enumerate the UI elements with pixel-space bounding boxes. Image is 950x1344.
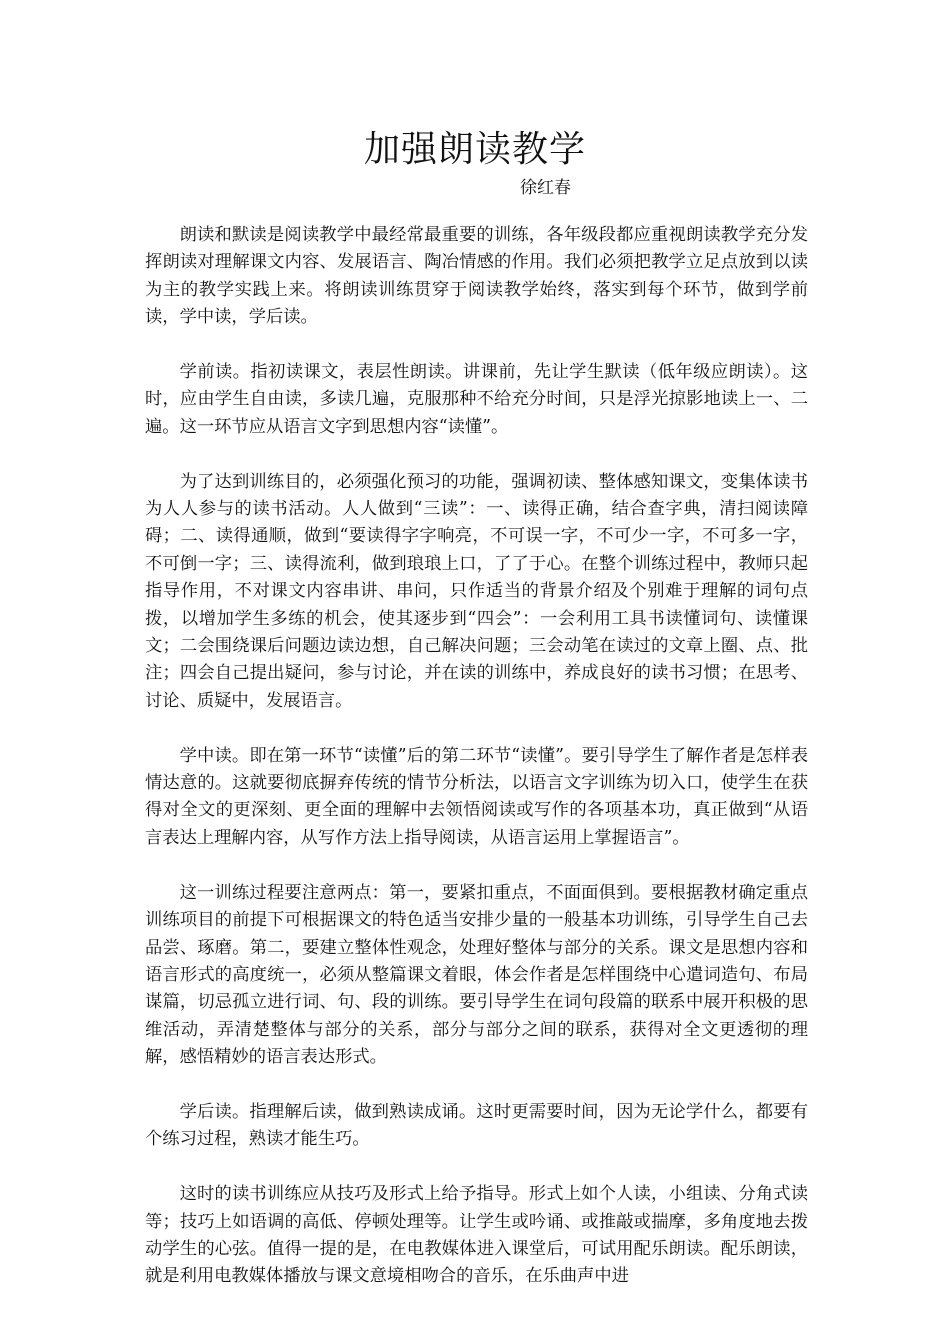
document-title: 加强朗读教学 <box>363 129 586 170</box>
paragraph-two-points: 这一训练过程要注意两点：第一，要紧扣重点，不面面俱到。要根据教材确定重点训练项目的前提下可根据课文的特色适当安排少量的一般基本功训练，引导学生自己去品尝、琢磨。第二，要建立整体性观念，处理好整体与部分的关系。课文是思想内容和语言形式的高度统一，必须从整篇课文着眼，体会作者是怎样围绕中心遣词造句、布局谋篇，切忌孤立进行词、句、段的训练。要引导学生在词句段篇的联系中展开积极的思维活动，弄清楚整体与部分的关系，部分与部分之间的联系，获得对全文更透彻的理解，感悟精妙的语言表达形式。 <box>145 882 808 1068</box>
paragraph-pre-reading: 学前读。指初读课文，表层性朗读。讲课前，先让学生默读（低年级应朗读）。这时，应由学生自由读，多读几遍，克服那种不给充分时间，只是浮光掠影地读上一、二遍。这一环节应从语言文字到思想内容“读懂”。 <box>145 362 808 437</box>
paragraph-reading-techniques: 这时的读书训练应从技巧及形式上给予指导。形式上如个人读，小组读、分角式读等；技巧上如语调的高低、停顿处理等。让学生或吟诵、或推敲或揣摩，多角度地去拨动学生的心弦。值得一提的是，在电教媒体进入课堂后，可试用配乐朗读。配乐朗读，就是利用电教媒体播放与课文意境相吻合的音乐，在乐曲声中进 <box>145 1184 808 1287</box>
paragraph-intro: 朗读和默读是阅读教学中最经常最重要的训练，各年级段都应重视朗读教学充分发挥朗读对理解课文内容、发展语言、陶冶情感的作用。我们必须把教学立足点放到以读为主的教学实践上来。将朗读训练贯穿于阅读教学始终，落实到每个环节，做到学前读，学中读，学后读。 <box>145 225 808 328</box>
document-author: 徐红春 <box>520 178 571 198</box>
paragraph-training-goals: 为了达到训练目的，必须强化预习的功能，强调初读、整体感知课文，变集体读书为人人参与的读书活动。人人做到“三读”：一、读得正确，结合查字典，清扫阅读障碍；二、读得通顺，做到“要读得字字响亮，不可误一字，不可少一字，不可多一字，不可倒一字；三、读得流利，做到琅琅上口，了了于心。在整个训练过程中，教师只起指导作用，不对课文内容串讲、串问，只作适当的背景介绍及个别难于理解的词句点拨，以增加学生多练的机会，使其逐步到“四会”：一会利用工具书读懂词句、读懂课文；二会围绕课后问题边读边想，自己解决问题；三会动笔在读过的文章上圈、点、批注；四会自己提出疑问，参与讨论，并在读的训练中，养成良好的读书习惯；在思考、讨论、质疑中，发展语言。 <box>145 471 808 711</box>
paragraph-mid-reading: 学中读。即在第一环节“读懂”后的第二环节“读懂”。要引导学生了解作者是怎样表情达意的。这就要彻底摒弃传统的情节分析法，以语言文字训练为切入口，使学生在获得对全文的更深刻、更全面的理解中去领悟阅读或写作的各项基本功，真正做到“从语言表达上理解内容，从写作方法上指导阅读，从语言运用上掌握语言”。 <box>145 745 808 848</box>
document-body <box>145 222 808 1318</box>
paragraph-post-reading: 学后读。指理解后读，做到熟读成诵。这时更需要时间，因为无论学什么，都要有个练习过程，熟读才能生巧。 <box>145 1101 808 1150</box>
